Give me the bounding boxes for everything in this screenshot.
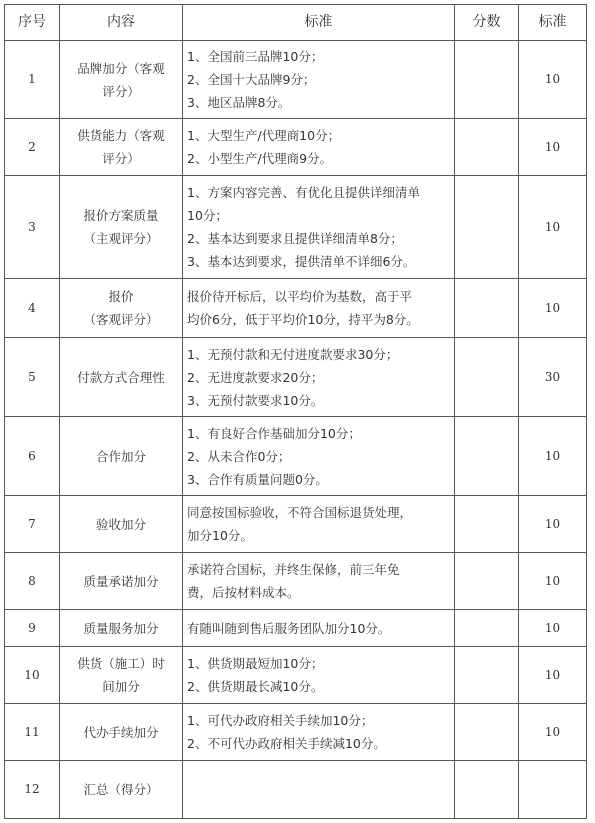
criteria-line: 均价6分，低于平均价10分，持平为8分。 (187, 312, 419, 327)
row-score (455, 610, 519, 647)
row-number: 3 (5, 176, 60, 279)
row-item (60, 119, 183, 176)
row-standard: 10 (519, 610, 587, 647)
row-criteria (183, 610, 455, 647)
row-item (60, 496, 183, 553)
table-row (5, 610, 587, 647)
row-item (60, 553, 183, 610)
criteria-line: 1、方案内容完善、有优化且提供详细清单 (187, 185, 420, 200)
item-line: 供货（施工）时 (77, 656, 165, 671)
table-row (5, 338, 587, 417)
row-item (60, 176, 183, 279)
row-standard: 10 (519, 647, 587, 704)
table-row (5, 279, 587, 338)
table-row (5, 496, 587, 553)
table-row (5, 417, 587, 496)
row-standard: 10 (519, 553, 587, 610)
item-line: （客观评分） (83, 312, 159, 327)
row-standard: 10 (519, 496, 587, 553)
item-line: 报价方案质量 (83, 208, 159, 223)
item-line: 评分） (102, 83, 140, 99)
row-score (455, 279, 519, 338)
row-item (60, 279, 183, 338)
header-row (5, 5, 587, 41)
item-line: 付款方式合理性 (77, 369, 165, 385)
row-criteria (183, 704, 455, 761)
criteria-line: 费，后按材料成本。 (187, 585, 300, 600)
row-criteria (183, 338, 455, 417)
criteria-line: 2、基本达到要求且提供详细清单8分； (187, 231, 403, 246)
header-criteria: 标准 (183, 5, 455, 41)
item-line: （主观评分） (83, 231, 159, 246)
item-line: 供货能力（客观 (77, 128, 165, 143)
item-line: 质量服务加分 (83, 620, 159, 636)
criteria-line: 3、基本达到要求，提供清单不详细6分。 (187, 254, 416, 269)
row-standard: 10 (519, 417, 587, 496)
criteria-line: 同意按国标验收，不符合国标退货处理， (187, 505, 413, 520)
row-score (455, 176, 519, 279)
row-number: 1 (5, 41, 60, 119)
table-row (5, 119, 587, 176)
table-row (5, 41, 587, 119)
item-line: 间加分 (102, 679, 140, 694)
row-criteria (183, 279, 455, 338)
criteria-line: 有随叫随到售后服务团队加分10分。 (187, 620, 391, 636)
table-body (5, 41, 587, 819)
criteria-line: 1、可代办政府相关手续加10分； (187, 713, 374, 728)
header-score: 分数 (455, 5, 519, 41)
row-criteria (183, 761, 455, 819)
row-standard: 10 (519, 279, 587, 338)
row-number: 6 (5, 417, 60, 496)
row-number: 8 (5, 553, 60, 610)
criteria-line: 10分； (187, 208, 228, 223)
row-number: 7 (5, 496, 60, 553)
item-line: 评分） (102, 151, 140, 166)
table-row (5, 553, 587, 610)
criteria-line: 1、无预付款和无付进度款要求30分； (187, 346, 399, 362)
row-standard: 10 (519, 41, 587, 119)
criteria-line: 2、供货期最长减10分。 (187, 679, 324, 694)
criteria-line: 2、小型生产/代理商9分。 (187, 151, 333, 166)
row-item (60, 761, 183, 819)
criteria-line: 3、无预付款要求10分。 (187, 392, 324, 408)
item-line: 代办手续加分 (83, 724, 159, 740)
criteria-line: 报价待开标后，以平均价为基数，高于平 (187, 289, 413, 304)
row-standard (519, 761, 587, 819)
header-no: 序号 (5, 5, 60, 41)
criteria-line: 1、供货期最短加10分； (187, 656, 324, 671)
row-number: 4 (5, 279, 60, 338)
criteria-line: 2、全国十大品牌9分； (187, 72, 316, 87)
row-criteria (183, 41, 455, 119)
row-score (455, 417, 519, 496)
row-item (60, 417, 183, 496)
row-number: 12 (5, 761, 60, 819)
table-row (5, 647, 587, 704)
row-score (455, 647, 519, 704)
row-score (455, 496, 519, 553)
item-line: 汇总（得分） (83, 782, 159, 797)
criteria-line: 2、无进度款要求20分； (187, 369, 324, 385)
row-score (455, 338, 519, 417)
row-criteria (183, 496, 455, 553)
row-item (60, 41, 183, 119)
criteria-line: 承诺符合国标，并终生保修，前三年免 (187, 562, 400, 577)
row-score (455, 704, 519, 761)
row-number: 5 (5, 338, 60, 417)
criteria-line: 2、不可代办政府相关手续减10分。 (187, 736, 386, 751)
row-score (455, 41, 519, 119)
header-standard: 标准 (519, 5, 587, 41)
row-score (455, 119, 519, 176)
row-standard: 10 (519, 119, 587, 176)
row-item (60, 610, 183, 647)
item-line: 验收加分 (95, 516, 146, 532)
table-row (5, 761, 587, 819)
row-score (455, 761, 519, 819)
criteria-line: 加分10分。 (187, 528, 253, 543)
row-item (60, 647, 183, 704)
criteria-line: 1、大型生产/代理商10分； (187, 128, 341, 143)
criteria-line: 3、合作有质量问题0分。 (187, 471, 328, 487)
row-number: 11 (5, 704, 60, 761)
header-content: 内容 (60, 5, 183, 41)
row-score (455, 553, 519, 610)
row-item (60, 338, 183, 417)
row-criteria (183, 647, 455, 704)
criteria-line: 2、从未合作0分； (187, 448, 291, 464)
row-criteria (183, 119, 455, 176)
row-standard: 10 (519, 176, 587, 279)
item-line: 报价 (108, 289, 134, 304)
table-row (5, 176, 587, 279)
criteria-line: 1、全国前三品牌10分； (187, 49, 324, 64)
row-criteria (183, 176, 455, 279)
row-number: 10 (5, 647, 60, 704)
row-criteria (183, 553, 455, 610)
row-item (60, 704, 183, 761)
row-standard: 30 (519, 338, 587, 417)
criteria-line: 3、地区品牌8分。 (187, 95, 291, 110)
item-line: 质量承诺加分 (83, 573, 159, 589)
row-number: 2 (5, 119, 60, 176)
criteria-line: 1、有良好合作基础加分10分； (187, 425, 361, 441)
row-standard: 10 (519, 704, 587, 761)
item-line: 品牌加分（客观 (77, 60, 165, 76)
table-row (5, 704, 587, 761)
item-line: 合作加分 (95, 448, 146, 464)
row-criteria (183, 417, 455, 496)
row-number: 9 (5, 610, 60, 647)
scoring-table (4, 4, 587, 819)
